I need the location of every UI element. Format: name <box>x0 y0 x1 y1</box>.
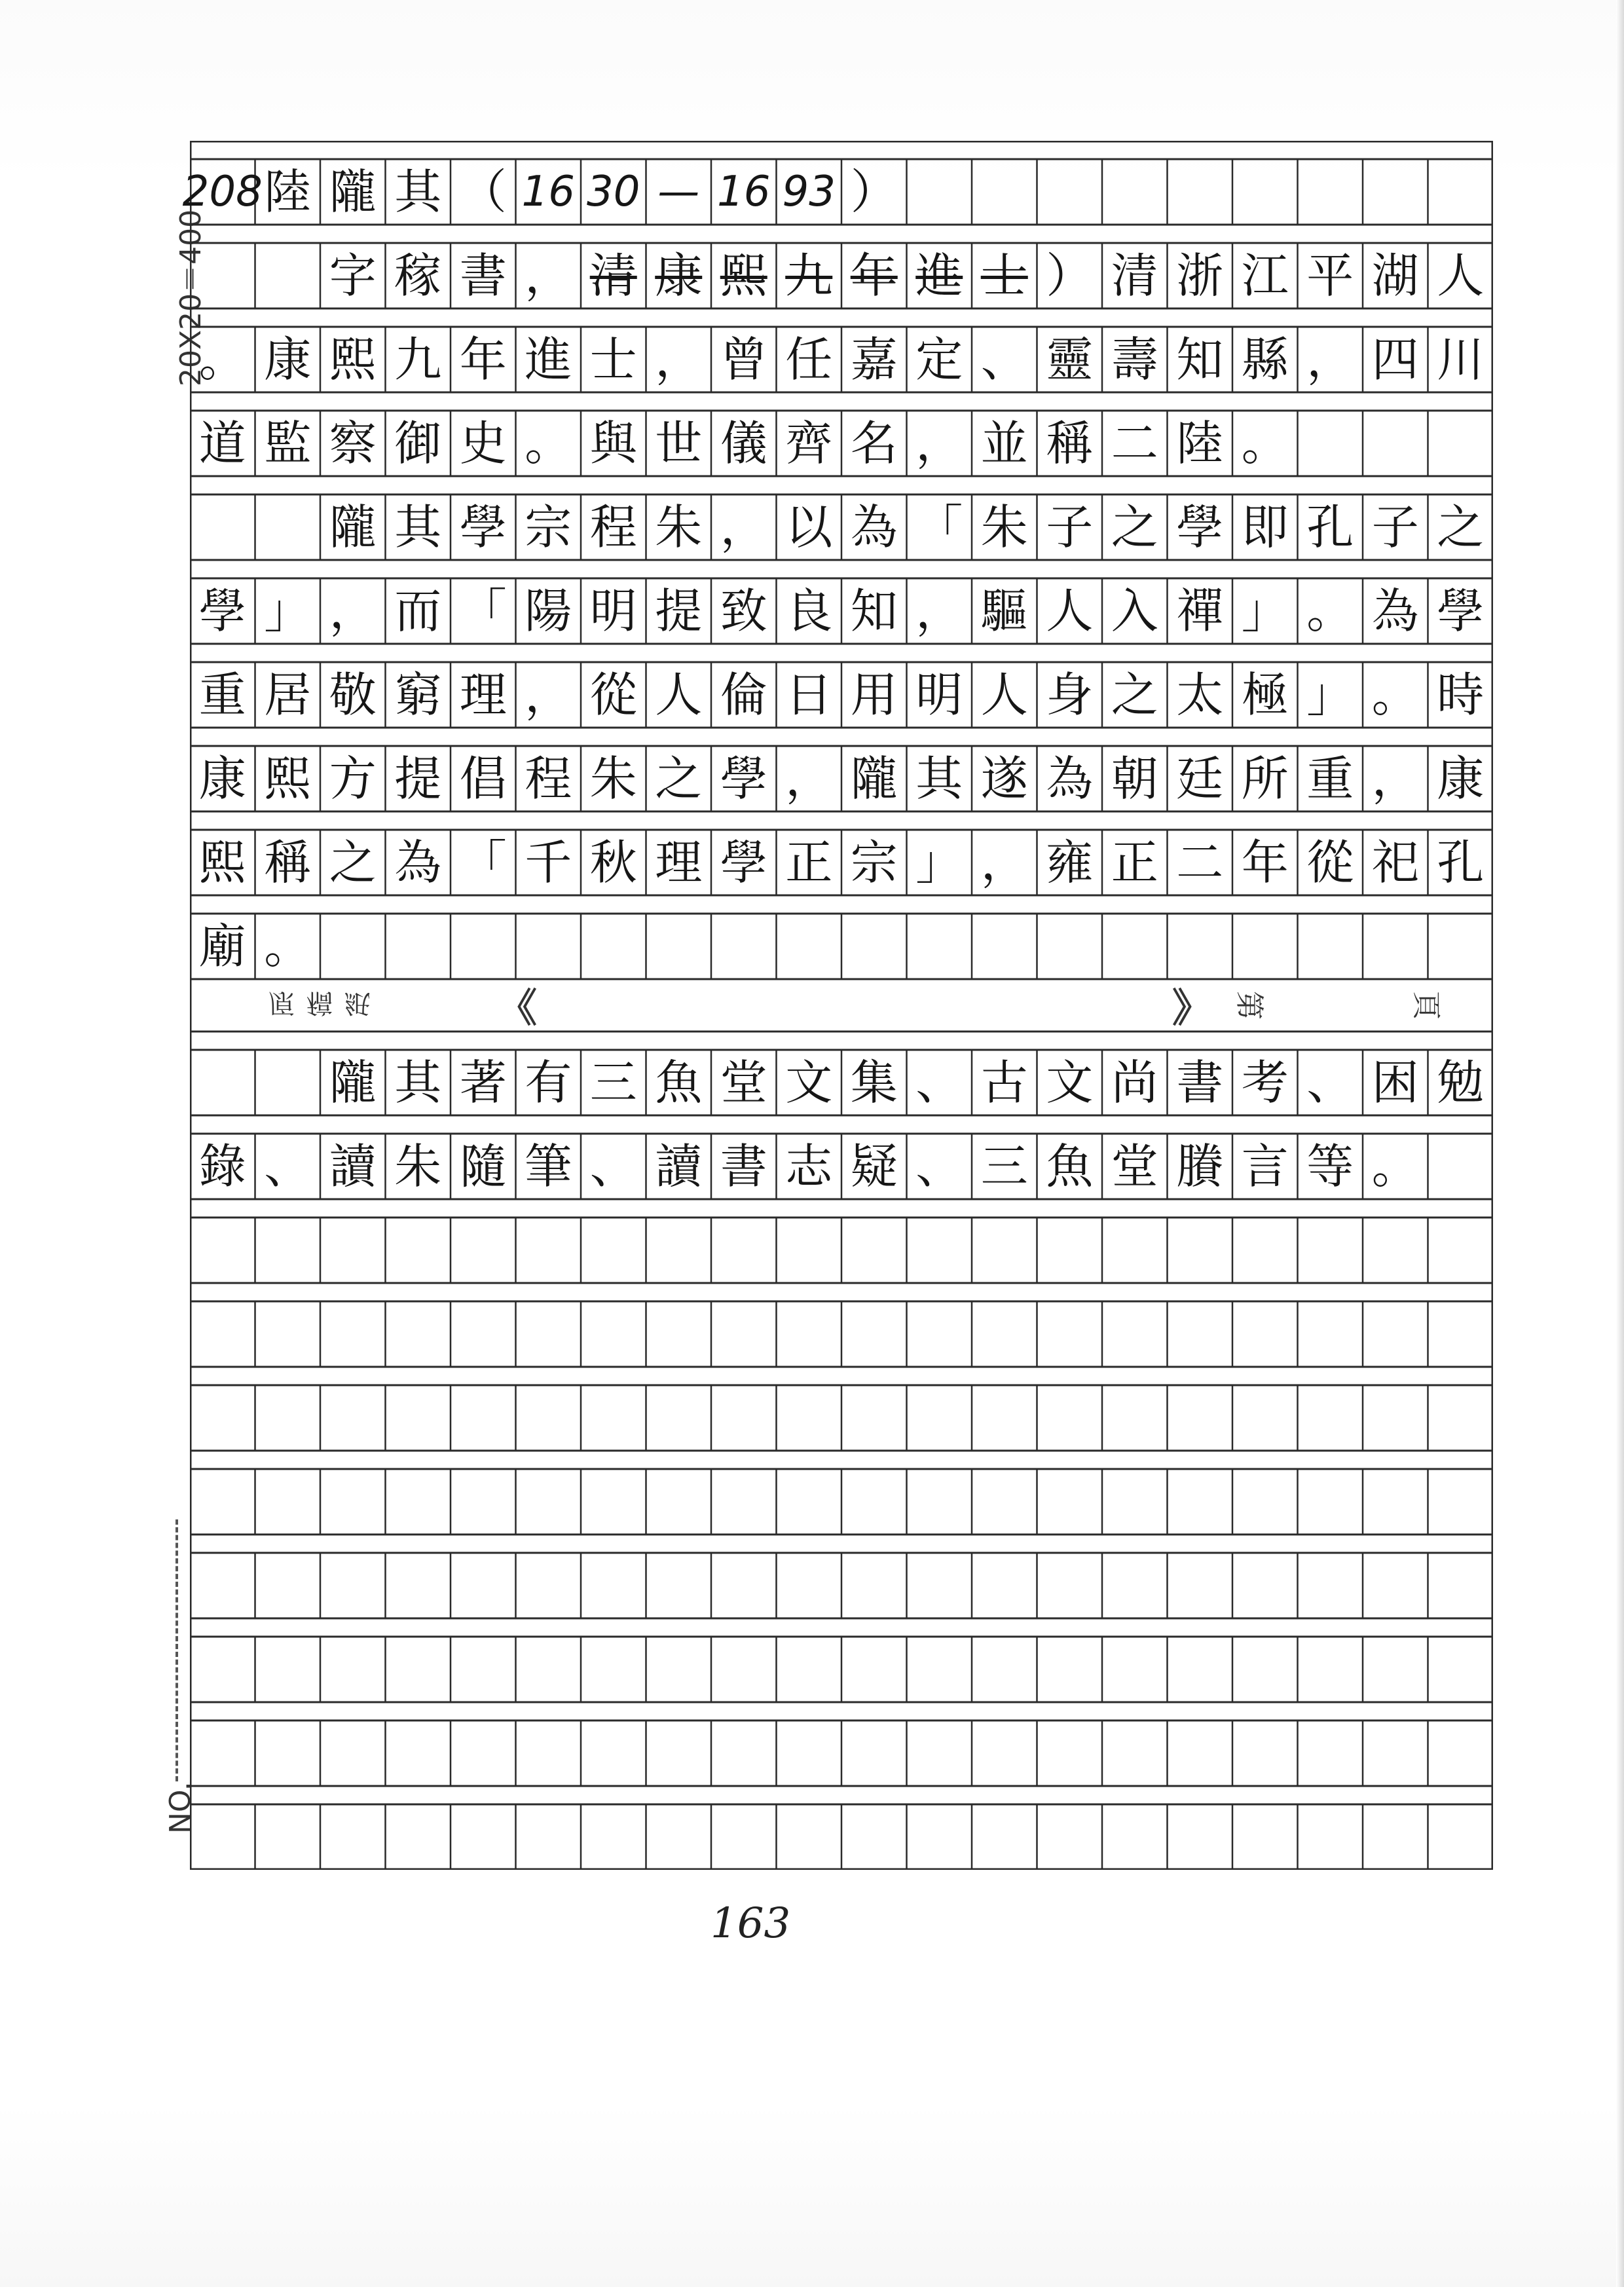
upper-grid-cell-char: 為 <box>850 500 898 555</box>
upper-grid-cell-char: 用 <box>850 667 898 722</box>
upper-grid-cell-char: 世 <box>655 416 703 471</box>
upper-grid-cell-char: 稱 <box>1046 416 1094 471</box>
upper-grid-cell-char: 良 <box>785 584 833 639</box>
upper-grid-cell-char: 。 <box>1306 584 1354 639</box>
upper-grid-cell-char: 二 <box>1111 416 1158 471</box>
upper-grid-cell-char: 」 <box>915 835 963 890</box>
upper-grid-cell-char: 康 <box>1437 751 1485 806</box>
upper-grid-cell-char: ， <box>1306 332 1354 387</box>
upper-grid-cell-char: 浙 <box>1176 248 1224 303</box>
lower-grid-cell-char: 有 <box>525 1055 572 1110</box>
lower-grid-cell-char: 古 <box>980 1055 1028 1110</box>
upper-grid-cell-char: 人 <box>1437 248 1485 303</box>
upper-grid-cell-char: 進 <box>915 248 963 303</box>
upper-grid-cell-char: 平 <box>1306 248 1354 303</box>
upper-grid-cell-char: 熙 <box>329 332 377 387</box>
upper-grid-cell-char: 學 <box>459 500 507 555</box>
upper-grid-cell-char: 九 <box>394 332 442 387</box>
upper-grid-cell-char: 太 <box>1176 667 1224 722</box>
upper-grid-cell-char: 倡 <box>459 751 507 806</box>
upper-grid-cell-char: 」 <box>264 584 312 639</box>
upper-grid-cell-char: ， <box>915 584 963 639</box>
upper-grid-cell-char: 。 <box>198 332 246 387</box>
upper-grid-cell-char: 禪 <box>1176 584 1224 639</box>
gutter-paper-label: 原稿紙 <box>268 988 382 1018</box>
upper-grid-cell-char: 川 <box>1437 332 1485 387</box>
upper-grid-cell-char: 學 <box>720 835 767 890</box>
upper-grid-cell-char: ， <box>785 751 833 806</box>
upper-grid-cell-char: 廟 <box>198 919 246 974</box>
upper-grid-cell-char: 方 <box>329 751 377 806</box>
lower-grid-cell-char: 等 <box>1306 1139 1354 1194</box>
upper-grid-cell-char: 倫 <box>720 667 767 722</box>
upper-grid-cell-char: 熙 <box>264 751 312 806</box>
upper-grid-cell-char: 並 <box>980 416 1028 471</box>
lower-grid-cell-char: 。 <box>1371 1139 1419 1194</box>
upper-grid-cell-char: 即 <box>1241 500 1289 555</box>
upper-grid-cell-char: 進 <box>525 332 572 387</box>
upper-grid-cell-char: ， <box>655 332 703 387</box>
upper-grid-cell-char: 孔 <box>1306 500 1354 555</box>
lower-grid-cell-char: 困 <box>1371 1055 1419 1110</box>
upper-grid-cell-char: ， <box>329 584 377 639</box>
upper-grid-cell-char: 宗 <box>850 835 898 890</box>
lower-grid-cell-char: 隴 <box>329 1055 377 1110</box>
upper-grid-cell-char: 康 <box>198 751 246 806</box>
upper-grid-cell-char: 祀 <box>1371 835 1419 890</box>
upper-grid-cell-char: 人 <box>980 667 1028 722</box>
upper-grid-cell-char: 居 <box>264 667 312 722</box>
upper-grid-cell-char: 之 <box>329 835 377 890</box>
upper-grid-cell-char: 史 <box>459 416 507 471</box>
lower-grid-cell-char: 隨 <box>459 1139 507 1194</box>
upper-grid-cell-char: 道 <box>198 416 246 471</box>
upper-grid-cell-char: 定 <box>915 332 963 387</box>
gutter-page-mark-last: 頁 <box>1409 991 1443 1020</box>
lower-grid-cell-char: 、 <box>1306 1055 1354 1110</box>
lower-grid-cell-char: 尚 <box>1111 1055 1158 1110</box>
upper-grid-cell-char: 重 <box>198 667 246 722</box>
upper-grid-cell-char: 學 <box>1176 500 1224 555</box>
lower-grid-cell-char: 、 <box>915 1139 963 1194</box>
upper-grid-cell-char: 為 <box>1371 584 1419 639</box>
upper-grid-cell-char: 康 <box>264 332 312 387</box>
upper-grid-cell-char: 以 <box>785 500 833 555</box>
upper-grid-cell-char: 程 <box>525 751 572 806</box>
no-label: NO. <box>164 1781 197 1834</box>
form-size-label: 20X20＝400 <box>174 209 208 386</box>
upper-grid-cell-char: ） <box>850 164 898 219</box>
upper-grid-cell-char: 靈 <box>1046 332 1094 387</box>
lower-grid-cell-char: 勉 <box>1437 1055 1485 1110</box>
upper-grid-cell-char: 16 <box>717 168 771 216</box>
upper-grid-cell-char: 」 <box>1306 667 1354 722</box>
upper-grid-cell-char: 齊 <box>785 416 833 471</box>
upper-grid-cell-char: 入 <box>1111 584 1158 639</box>
lower-grid-cell-char: 志 <box>785 1139 833 1194</box>
lower-grid-cell-char: 讀 <box>329 1139 377 1194</box>
upper-grid-cell-char: 宗 <box>525 500 572 555</box>
upper-grid-cell-char: 陸 <box>1176 416 1224 471</box>
lower-grid-cell-char: 筆 <box>525 1139 572 1194</box>
upper-grid-cell-char: 儀 <box>720 416 767 471</box>
upper-grid-cell-char: 明 <box>589 584 637 639</box>
upper-grid-cell-char: 。 <box>1241 416 1289 471</box>
lower-grid-cell-char: 其 <box>394 1055 442 1110</box>
upper-grid-cell-char: 熙 <box>198 835 246 890</box>
upper-grid-cell-char: 身 <box>1046 667 1094 722</box>
lower-grid-cell-char: 著 <box>459 1055 507 1110</box>
upper-grid-cell-char: 重 <box>1306 751 1354 806</box>
lower-grid-cell-char: 、 <box>589 1139 637 1194</box>
upper-grid-cell-char: 窮 <box>394 667 442 722</box>
upper-grid-cell-char: 學 <box>720 751 767 806</box>
lower-grid-cell-char: 、 <box>915 1055 963 1110</box>
upper-grid-cell-char: 陸 <box>264 164 312 219</box>
grid-lines <box>182 141 1493 1870</box>
upper-grid-cell-char: ， <box>915 416 963 471</box>
upper-grid-cell-char: 、 <box>980 332 1028 387</box>
upper-grid-cell-char: 驅 <box>980 584 1028 639</box>
upper-grid-cell-char: 「 <box>459 584 507 639</box>
upper-grid-cell-char: 子 <box>1046 500 1094 555</box>
upper-grid-cell-char: ， <box>1371 751 1419 806</box>
upper-grid-cell-char: 其 <box>394 500 442 555</box>
upper-grid-cell-char: 子 <box>1371 500 1419 555</box>
upper-grid-cell-char: 」 <box>1241 584 1289 639</box>
upper-grid-cell-char: 隴 <box>329 500 377 555</box>
upper-grid-cell-char: 二 <box>1176 835 1224 890</box>
upper-grid-cell-char: 嘉 <box>850 332 898 387</box>
upper-grid-cell-char: 字 <box>329 248 377 303</box>
upper-grid-cell-char: 監 <box>264 416 312 471</box>
upper-grid-cell-char: 理 <box>655 835 703 890</box>
upper-grid-cell-char: 208 <box>182 168 263 216</box>
lower-grid-cell-char: 魚 <box>1046 1139 1094 1194</box>
upper-grid-cell-char: 年 <box>459 332 507 387</box>
upper-grid-cell-char: 正 <box>1111 835 1158 890</box>
lower-grid-cell-char: 讀 <box>655 1139 703 1194</box>
upper-grid-cell-char: 學 <box>198 584 246 639</box>
lower-grid-cell-char: 考 <box>1241 1055 1289 1110</box>
lower-grid-cell-char: 書 <box>720 1139 767 1194</box>
lower-grid-cell-char: 疑 <box>850 1139 898 1194</box>
upper-grid-cell-char: 任 <box>785 332 833 387</box>
upper-grid-cell-char: 隴 <box>850 751 898 806</box>
upper-grid-cell-char: 之 <box>655 751 703 806</box>
upper-grid-cell-char: 所 <box>1241 751 1289 806</box>
upper-grid-cell-char: 年 <box>1241 835 1289 890</box>
upper-grid-cell-char: 曾 <box>720 332 767 387</box>
upper-grid-cell-char: 湖 <box>1371 248 1419 303</box>
upper-grid-cell-char: 書 <box>459 248 507 303</box>
upper-grid-cell-char: 提 <box>394 751 442 806</box>
upper-grid-cell-char: 30 <box>587 168 640 216</box>
upper-grid-cell-char: 之 <box>1111 667 1158 722</box>
upper-grid-cell-char: 九 <box>785 248 833 303</box>
upper-grid-cell-char: ， <box>525 667 572 722</box>
upper-grid-cell-char: 朱 <box>980 500 1028 555</box>
upper-grid-cell-char: 朝 <box>1111 751 1158 806</box>
upper-grid-cell-char: 「 <box>459 835 507 890</box>
lower-grid-cell-char: 文 <box>1046 1055 1094 1110</box>
gutter-page-mark-first: 第 <box>1232 991 1266 1020</box>
upper-grid-cell-char: 人 <box>1046 584 1094 639</box>
upper-grid-cell-char: 稱 <box>264 835 312 890</box>
upper-grid-cell-char: 「 <box>915 500 963 555</box>
upper-grid-cell-char: ， <box>720 500 767 555</box>
lower-grid-cell-char: 三 <box>980 1139 1028 1194</box>
upper-grid-cell-char: 名 <box>850 416 898 471</box>
upper-grid-cell-char: 時 <box>1437 667 1485 722</box>
upper-grid-cell-char: 為 <box>394 835 442 890</box>
upper-grid-cell-char: 敬 <box>329 667 377 722</box>
upper-grid-cell-char: 縣 <box>1241 332 1289 387</box>
lower-grid-cell-char: 書 <box>1176 1055 1224 1110</box>
upper-grid-cell-char: 廷 <box>1176 751 1224 806</box>
upper-grid-cell-char: 知 <box>850 584 898 639</box>
upper-grid-cell-char: 。 <box>1371 667 1419 722</box>
gutter-bracket-left: 《 <box>498 986 537 1032</box>
upper-grid-cell-char: 御 <box>394 416 442 471</box>
upper-grid-cell-char: 朱 <box>655 500 703 555</box>
upper-grid-cell-char: 康 <box>655 248 703 303</box>
upper-grid-cell-char: 稼 <box>394 248 442 303</box>
upper-grid-cell-char: 四 <box>1371 332 1419 387</box>
upper-grid-cell-char: 與 <box>589 416 637 471</box>
upper-grid-cell-char: 。 <box>264 919 312 974</box>
upper-grid-cell-char: 秋 <box>589 835 637 890</box>
upper-grid-cell-char: 年 <box>850 248 898 303</box>
lower-grid-cell-char: 魚 <box>655 1055 703 1110</box>
upper-grid-cell-char: 孔 <box>1437 835 1485 890</box>
upper-grid-cell-char: ， <box>980 835 1028 890</box>
upper-grid-cell-char: 清 <box>589 248 637 303</box>
upper-grid-cell-char: 為 <box>1046 751 1094 806</box>
upper-grid-cell-char: 致 <box>720 584 767 639</box>
upper-grid-cell-char: 察 <box>329 416 377 471</box>
upper-grid-cell-char: 極 <box>1241 667 1289 722</box>
upper-grid-cell-char: 人 <box>655 667 703 722</box>
lower-grid-cell-char: 賸 <box>1176 1139 1224 1194</box>
upper-grid-cell-char: 朱 <box>589 751 637 806</box>
upper-grid-cell-char: 知 <box>1176 332 1224 387</box>
upper-grid-cell-char: 正 <box>785 835 833 890</box>
upper-grid-cell-char: 雍 <box>1046 835 1094 890</box>
lower-grid-cell-char: 堂 <box>1111 1139 1158 1194</box>
upper-grid-cell-char: 熙 <box>720 248 767 303</box>
upper-grid-cell-char: 其 <box>394 164 442 219</box>
upper-grid-cell-char: 。 <box>525 416 572 471</box>
upper-grid-cell-char: 江 <box>1241 248 1289 303</box>
upper-grid-cell-char: 明 <box>915 667 963 722</box>
upper-grid-cell-char: 16 <box>521 168 575 216</box>
upper-grid-cell-char: 學 <box>1437 584 1485 639</box>
upper-grid-cell-char: 而 <box>394 584 442 639</box>
page-edge-shadow <box>1616 0 1624 2287</box>
lower-grid-cell-char: 言 <box>1241 1139 1289 1194</box>
upper-grid-cell-char: 陽 <box>525 584 572 639</box>
lower-grid-cell-char: 朱 <box>394 1139 442 1194</box>
upper-grid-cell-char: 隴 <box>329 164 377 219</box>
lower-grid-cell-char: 三 <box>589 1055 637 1110</box>
upper-grid-cell-char: （ <box>459 164 507 219</box>
upper-grid-cell-char: 遂 <box>980 751 1028 806</box>
upper-grid-cell-char: 從 <box>1306 835 1354 890</box>
upper-grid-cell-char: 之 <box>1437 500 1485 555</box>
no-dashed-line <box>175 1519 178 1781</box>
upper-grid-cell-char: 理 <box>459 667 507 722</box>
lower-grid-cell-char: 文 <box>785 1055 833 1110</box>
upper-grid-cell-char: 93 <box>782 168 836 216</box>
upper-grid-cell-char: 其 <box>915 751 963 806</box>
lower-grid-cell-char: 錄 <box>198 1139 246 1194</box>
upper-grid-cell-char: 之 <box>1111 500 1158 555</box>
manuscript-grid-sheet <box>182 141 1493 1870</box>
upper-grid-cell-char: 壽 <box>1111 332 1158 387</box>
upper-grid-cell-char: 千 <box>525 835 572 890</box>
upper-grid-cell-char: 士 <box>589 332 637 387</box>
upper-grid-cell-char: 從 <box>589 667 637 722</box>
gutter-bracket-right: 》 <box>1172 986 1211 1032</box>
upper-grid-cell-char: 士 <box>980 248 1028 303</box>
upper-grid-cell-char: ） <box>1046 248 1094 303</box>
upper-grid-cell-char: 程 <box>589 500 637 555</box>
lower-grid-cell-char: 堂 <box>720 1055 767 1110</box>
upper-grid-cell-char: 清 <box>1111 248 1158 303</box>
upper-grid-cell-char: — <box>657 168 700 216</box>
upper-grid-cell-char: 提 <box>655 584 703 639</box>
lower-grid-cell-char: 、 <box>264 1139 312 1194</box>
page-number: 163 <box>710 1899 791 1948</box>
upper-grid-cell-char: ， <box>525 248 572 303</box>
upper-grid-cell-char: 日 <box>785 667 833 722</box>
lower-grid-cell-char: 集 <box>850 1055 898 1110</box>
